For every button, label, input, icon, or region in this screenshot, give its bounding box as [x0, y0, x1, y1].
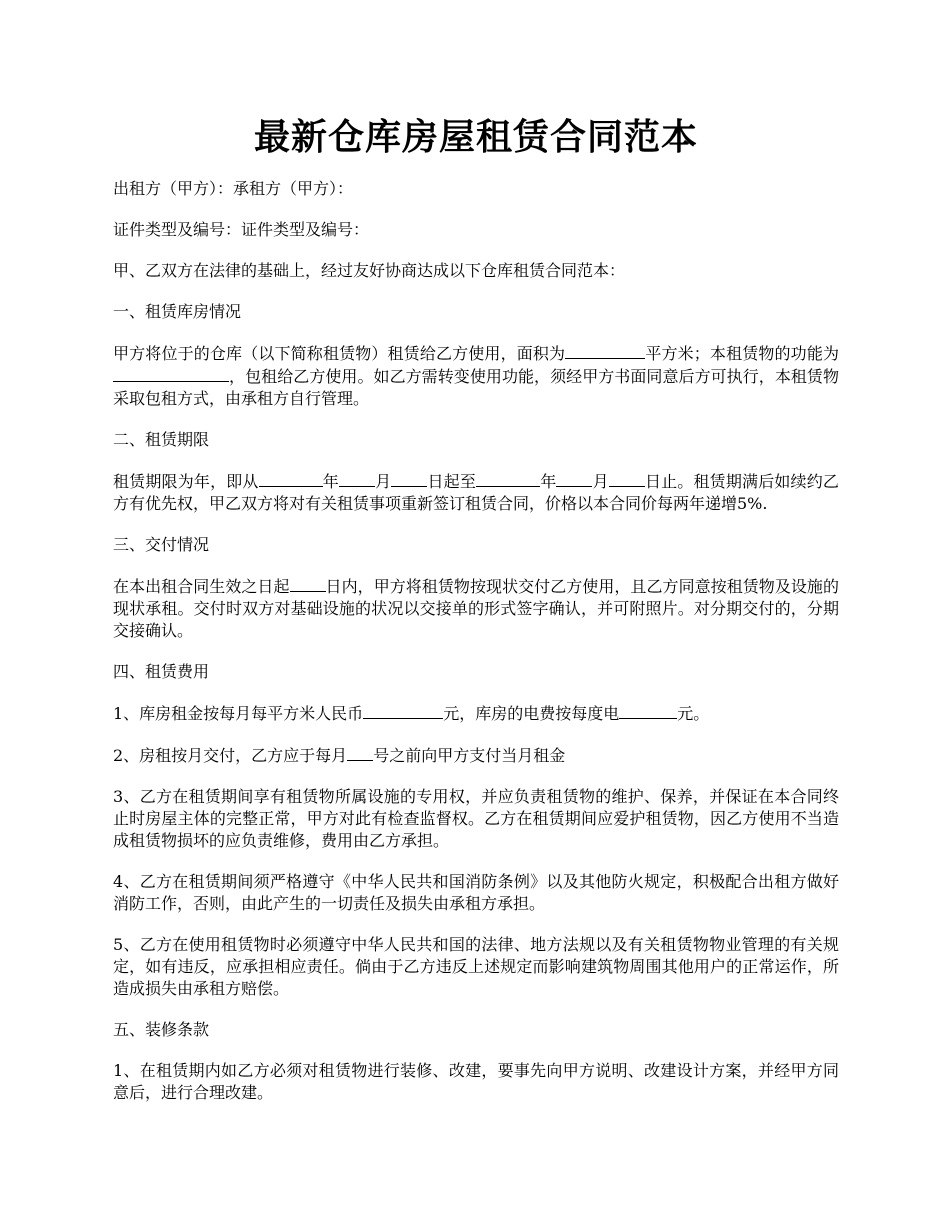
text-run: 号之前向甲方支付当月租金 [373, 746, 566, 765]
fill-blank [290, 575, 326, 592]
text-run: 甲方将位于的仓库（以下简称租赁物）租赁给乙方使用，面积为 [113, 344, 566, 363]
fill-blank [476, 470, 540, 487]
text-run: 平方米；本租赁物的功能为 [645, 344, 839, 363]
text-run: 元，库房的电费按每度电 [443, 704, 620, 723]
text-run: 元。 [677, 704, 710, 723]
text-run: 2、房租按月交付，乙方应于每月 [113, 746, 348, 765]
text-run: 年 [540, 472, 557, 491]
section-heading-3: 三、交付情况 [113, 535, 210, 554]
fill-blank [565, 342, 645, 359]
clause-rent-price [113, 702, 839, 725]
fill-blank [259, 470, 323, 487]
id-line: 证件类型及编号：证件类型及编号： [113, 220, 370, 239]
clause-lease-term [113, 470, 839, 515]
clause-fire-safety: 4、乙方在租赁期间须严格遵守《中华人民共和国消防条例》以及其他防火规定，积极配合出租方做好消防工作，否则，由此产生的一切责任及损失由承租方承担。 [113, 872, 839, 913]
fill-blank [556, 470, 592, 487]
section-heading-5: 五、装修条款 [113, 1020, 210, 1039]
clause-delivery [113, 575, 839, 642]
preamble: 甲、乙双方在法律的基础上，经过友好协商达成以下仓库租赁合同范本： [113, 261, 626, 280]
text-run: 日起至 [427, 472, 477, 491]
text-run: 月 [592, 472, 609, 491]
text-run: 月 [374, 472, 392, 491]
clause-warehouse-info [113, 342, 839, 410]
clause-compliance: 5、乙方在使用租赁物时必须遵守中华人民共和国的法律、地方法规以及有关租赁物物业管理的有关规定，如有违反，应承担相应责任。倘由于乙方违反上述规定而影响建筑物周围其他用户的正常运作，所造成损失由承租方赔偿。 [113, 935, 839, 998]
text-run: 日止。租赁期满后如续约乙方有优先权，甲乙双方将对有关租赁事项重新签订租赁合同，价格以本合同价每两年递增5%. [113, 472, 839, 513]
text-run: 1、库房租金按每月每平方米人民币 [113, 704, 364, 723]
parties-line: 出租方（甲方）：承租方（甲方）： [113, 179, 354, 198]
clause-rent-payment [113, 744, 839, 767]
fill-blank [347, 744, 373, 761]
section-heading-2: 二、租赁期限 [113, 430, 210, 449]
fill-blank [113, 365, 229, 382]
text-run: 日内，甲方将租赁物按现状交付乙方使用，且乙方同意按租赁物及设施的现状承租。交付时双方对基础设施的状况以交接单的形式签字确认，并可附照片。对分期交付的，分期交接确认。 [113, 577, 839, 640]
clause-maintenance: 3、乙方在租赁期间享有租赁物所属设施的专用权，并应负责租赁物的维护、保养，并保证在本合同终止时房屋主体的完整正常，甲方对此有检查监督权。乙方在租赁期间应爱护租赁物，因乙方使用不当造成租赁物损坏的应负责维修，费用由乙方承担。 [113, 787, 839, 850]
fill-blank [339, 470, 375, 487]
text-run: 租赁期限为年，即从 [113, 472, 259, 491]
fill-blank [619, 702, 677, 719]
fill-blank [609, 470, 645, 487]
clause-renovation: 1、在租赁期内如乙方必须对租赁物进行装修、改建，要事先向甲方说明、改建设计方案，并经甲方同意后，进行合理改建。 [113, 1061, 839, 1102]
fill-blank [363, 702, 443, 719]
text-run: 年 [322, 472, 339, 491]
section-heading-4: 四、租赁费用 [113, 662, 210, 681]
section-heading-1: 一、租赁库房情况 [113, 302, 242, 321]
text-run: ，包租给乙方使用。如乙方需转变使用功能，须经甲方书面同意后方可执行，本租赁物采取包租方式，由承租方自行管理。 [113, 367, 839, 408]
document-title: 最新仓库房屋租赁合同范本 [253, 116, 698, 158]
document-body [113, 178, 839, 1123]
fill-blank [391, 470, 427, 487]
text-run: 在本出租合同生效之日起 [113, 577, 290, 596]
